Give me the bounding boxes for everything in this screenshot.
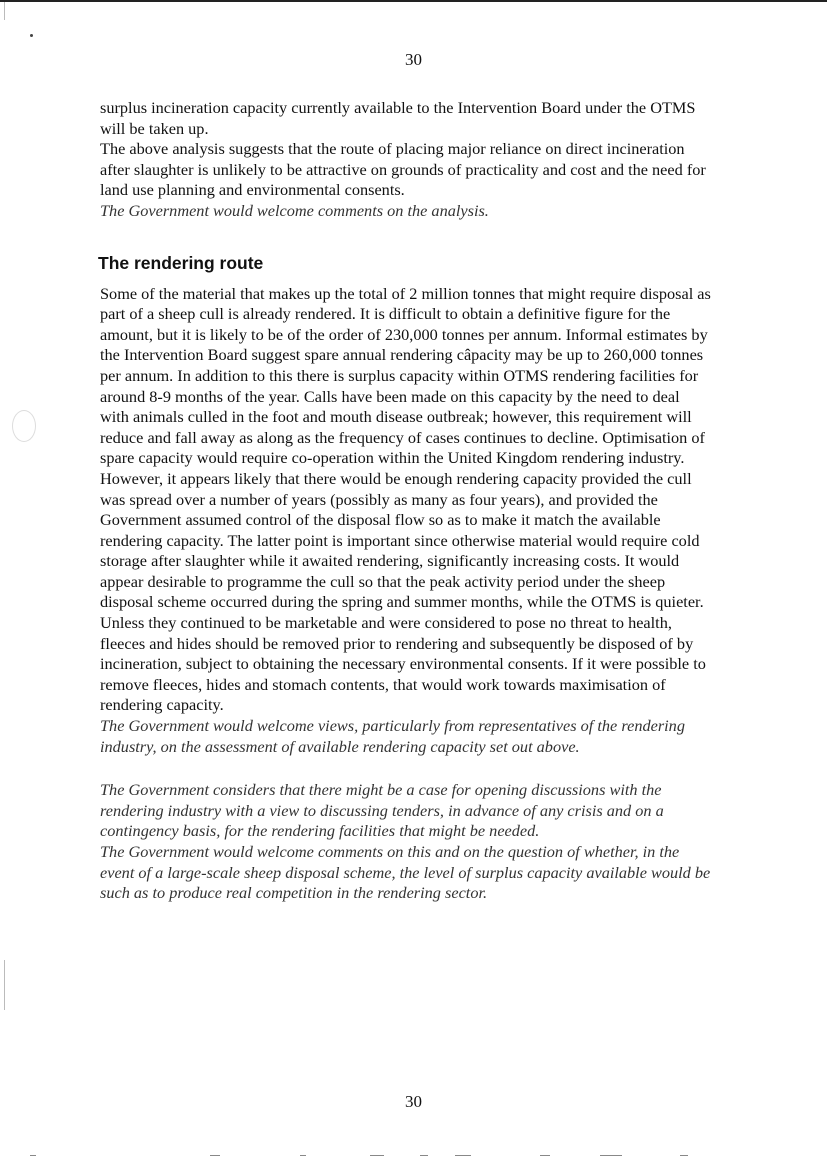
paragraph-spacer — [100, 757, 712, 780]
top-border-line — [0, 0, 827, 2]
consultation-question-rendering-views: The Government would welcome views, particularly from representatives of the rendering industry, on the assessment of available rendering capacity set out above. — [100, 716, 685, 756]
punch-hole-mark — [12, 410, 36, 442]
consultation-question-tenders: The Government considers that there might be a case for opening discussions with the rendering industry with a view to discussing tenders, in advance of any crisis and on a contingency basis, for the rendering facilities that might be needed. — [100, 780, 664, 841]
document-body — [100, 98, 712, 904]
consultation-question-analysis: The Government would welcome comments on the analysis. — [100, 200, 489, 220]
paragraph-incineration-capacity: surplus incineration capacity currently available to the Intervention Board under the OTMS will be taken up. — [100, 98, 696, 138]
section-heading-rendering-route: The rendering route — [98, 252, 264, 273]
scan-speck — [30, 34, 33, 37]
scan-bottom-noise — [0, 1152, 827, 1160]
page-number-top: 30 — [405, 50, 422, 69]
scan-edge-mark — [4, 2, 5, 20]
consultation-question-competition: The Government would welcome comments on this and on the question of whether, in the event of a large-scale sheep disposal scheme, the level of surplus capacity available would be such as to produce real competition in the rendering sector. — [100, 842, 711, 903]
paragraph-direct-incineration-analysis: The above analysis suggests that the route of placing major reliance on direct incineration after slaughter is unlikely to be attractive on grounds of practicality and cost and the need for land use planning and environmental consents. — [100, 139, 706, 200]
page-number-bottom: 30 — [405, 1092, 422, 1111]
scan-edge-mark — [4, 960, 5, 1010]
paragraph-rendering-capacity: Some of the material that makes up the total of 2 million tonnes that might require disposal as part of a sheep cull is already rendered. It is difficult to obtain a definitive figure for the amount, but it is likely to be of the order of 230,000 tonnes per annum. Informal estimates by the Intervention Board suggest spare annual rendering câpacity may be up to 260,000 tonnes per annum. In addition to this there is surplus capacity within OTMS rendering facilities for around 8-9 months of the year. Calls have been made on this capacity by the need to deal with animals culled in the foot and mouth disease outbreak; however, this requirement will reduce and fall away as along as the frequency of cases continues to decline. Optimisation of spare capacity would require co-operation within the United Kingdom rendering industry. However, it appears likely that there would be enough rendering capacity provided the cull was spread over a number of years (possibly as many as four years), and provided the Government assumed control of the disposal flow so as to make it match the available rendering capacity. The latter point is important since otherwise material would require cold storage after slaughter while it awaited rendering, significantly increasing costs. It would appear desirable to programme the cull so that the peak activity period under the sheep disposal scheme occurred during the spring and summer months, while the OTMS is quieter. — [100, 283, 711, 612]
paragraph-fleeces-hides: Unless they continued to be marketable and were considered to pose no threat to health, fleeces and hides should be removed prior to rendering and subsequently be disposed of by incineration, subject to obtaining the necessary environmental consents. If it were possible to remove fleeces, hides and stomach contents, that would work towards maximisation of rendering capacity. — [100, 613, 706, 715]
